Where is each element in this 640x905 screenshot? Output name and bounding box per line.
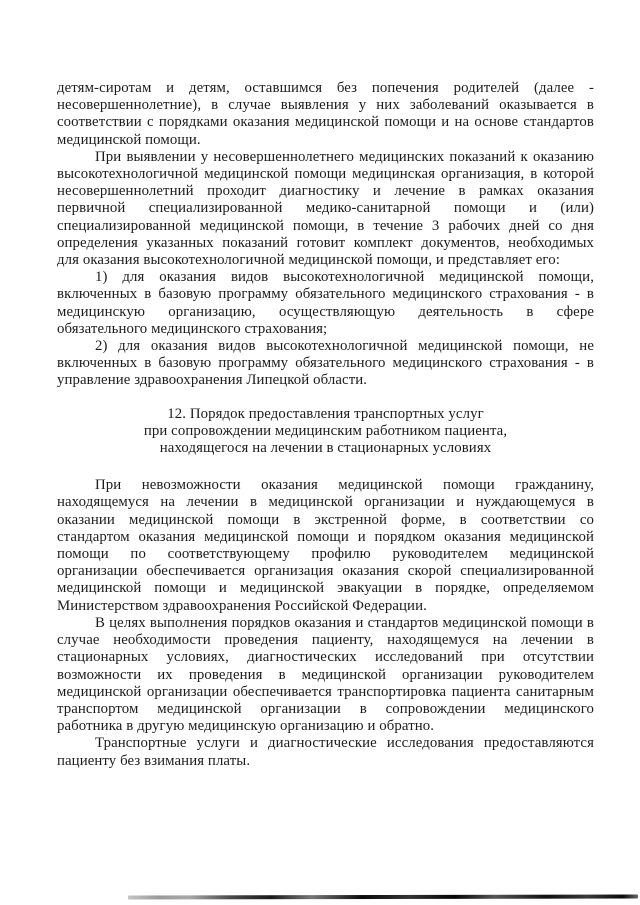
text-line: транспортом медицинской организации в сопровождении медицинского: [57, 700, 594, 717]
text-line: пациенту без взимания платы.: [57, 752, 251, 769]
text-line: для оказания высокотехнологичной медицинской помощи, и представляет его:: [57, 252, 560, 269]
paragraph: [57, 338, 594, 390]
paragraph: [57, 735, 594, 769]
text-line: При выявлении у несовершеннолетнего медицинских показаний к оказанию: [95, 148, 594, 165]
heading-line: при сопровождении медицинским работником пациента,: [143, 422, 508, 439]
paragraph: [57, 149, 594, 269]
text-line: стационарных условиях, диагностических исследований при отсутствии: [57, 649, 594, 666]
text-line: медицинской организации обеспечивается транспортировка пациента санитарным: [57, 683, 594, 700]
text-line: работника в другую медицинскую организацию и обратно.: [57, 718, 435, 735]
text-line: обязательного медицинского страхования;: [57, 320, 328, 337]
text-line: медицинской помощи.: [57, 131, 201, 148]
text-line: медицинской помощи и медицинской эвакуации в порядке, определяемом: [57, 580, 594, 597]
text-column: [57, 80, 594, 770]
text-line: управление здравоохранения Липецкой области.: [57, 372, 368, 389]
text-line: организации обеспечивается организация оказания скорой специализированной: [57, 563, 594, 580]
text-line: включенных в базовую программу обязательного медицинского страхования - в: [57, 286, 594, 303]
text-line: Министерством здравоохранения Российской Федерации.: [57, 597, 427, 614]
text-line: находящемуся на лечении в медицинской организации и нуждающемуся в: [57, 494, 594, 511]
text-line: При невозможности оказания медицинской помощи гражданину,: [95, 477, 594, 494]
paragraph: [57, 615, 594, 735]
section-heading: [57, 406, 594, 458]
text-line: стандартом оказания медицинской помощи и порядком оказания медицинской: [57, 528, 594, 545]
text-line: помощи по соответствующему профилю руководителем медицинской: [57, 546, 594, 563]
text-line: первичной специализированной медико-санитарной помощи и (или): [57, 200, 594, 217]
text-line: специализированной медицинской помощи, в течение 3 рабочих дней со дня: [57, 217, 594, 234]
text-line: соответствии с порядками оказания медицинской помощи и на основе стандартов: [57, 114, 594, 131]
text-line: определения указанных показаний готовит комплект документов, необходимых: [57, 234, 594, 251]
scan-artifact-line: [128, 894, 638, 899]
text-line: Транспортные услуги и диагностические исследования предоставляются: [95, 735, 594, 752]
paragraph: [57, 80, 594, 149]
text-line: включенных в базовую программу обязательного медицинского страхования - в: [57, 355, 594, 372]
text-line: 2) для оказания видов высокотехнологичной медицинской помощи, не: [95, 338, 594, 355]
text-line: несовершеннолетний проходит диагностику и лечение в рамках оказания: [57, 183, 594, 200]
text-line: 1) для оказания видов высокотехнологичной медицинской помощи,: [95, 269, 594, 286]
text-line: случае необходимости проведения пациенту, находящемуся на лечении в: [57, 632, 594, 649]
text-line: несовершеннолетние), в случае выявления у них заболеваний оказывается в: [57, 97, 594, 114]
paragraph: [57, 269, 594, 338]
text-line: детям-сиротам и детям, оставшимся без попечения родителей (далее -: [57, 80, 594, 96]
text-line: возможности их проведения в медицинской организации руководителем: [57, 666, 594, 683]
heading-line: находящегося на лечении в стационарных условиях: [159, 440, 492, 457]
text-line: В целях выполнения порядков оказания и стандартов медицинской помощи в: [95, 614, 594, 631]
text-line: оказании медицинской помощи в экстренной форме, в соответствии со: [57, 511, 594, 528]
text-line: высокотехнологичной медицинской помощи медицинская организация, в которой: [57, 166, 594, 183]
text-line: медицинскую организацию, осуществляющую деятельность в сфере: [57, 303, 594, 320]
paragraph: [57, 477, 594, 615]
heading-line: 12. Порядок предоставления транспортных услуг: [167, 405, 484, 422]
